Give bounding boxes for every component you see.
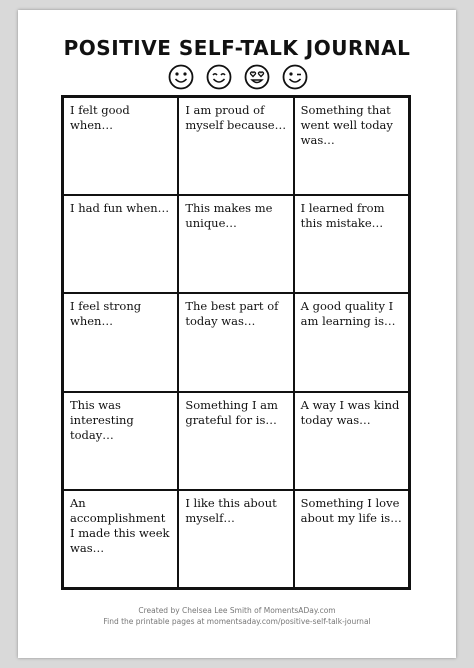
prompt-cell: I had fun when…: [63, 195, 178, 293]
prompt-cell: Something that went well today was…: [294, 97, 409, 195]
face-icons-row: [168, 64, 308, 90]
journal-page: [18, 10, 456, 658]
prompt-cell: An accomplishment I made this week was…: [63, 490, 178, 588]
prompt-cell: I learned from this mistake…: [294, 195, 409, 293]
prompt-grid: [61, 95, 411, 590]
prompt-cell: This was interesting today…: [63, 392, 178, 490]
prompt-cell: I feel strong when…: [63, 293, 178, 391]
prompt-cell: Something I love about my life is…: [294, 490, 409, 588]
prompt-cell: A good quality I am learning is…: [294, 293, 409, 391]
prompt-cell: I like this about myself…: [178, 490, 293, 588]
smiley-face-icon: [168, 64, 194, 90]
prompt-cell: A way I was kind today was…: [294, 392, 409, 490]
footer-url-line: Find the printable pages at momentsaday.com/positive-self-talk-journal: [103, 617, 371, 626]
footer-credits: [18, 605, 456, 627]
prompt-cell: I felt good when…: [63, 97, 178, 195]
heart-eyes-face-icon: [244, 64, 270, 90]
prompt-cell: I am proud of myself because…: [178, 97, 293, 195]
winking-face-icon: [282, 64, 308, 90]
prompt-cell: Something I am grateful for is…: [178, 392, 293, 490]
prompt-cell: This makes me unique…: [178, 195, 293, 293]
footer-credit-line: Created by Chelsea Lee Smith of MomentsADay.com: [138, 606, 336, 615]
page-title: POSITIVE SELF-TALK JOURNAL: [63, 36, 411, 60]
smiling-face-icon: [206, 64, 232, 90]
prompt-cell: The best part of today was…: [178, 293, 293, 391]
